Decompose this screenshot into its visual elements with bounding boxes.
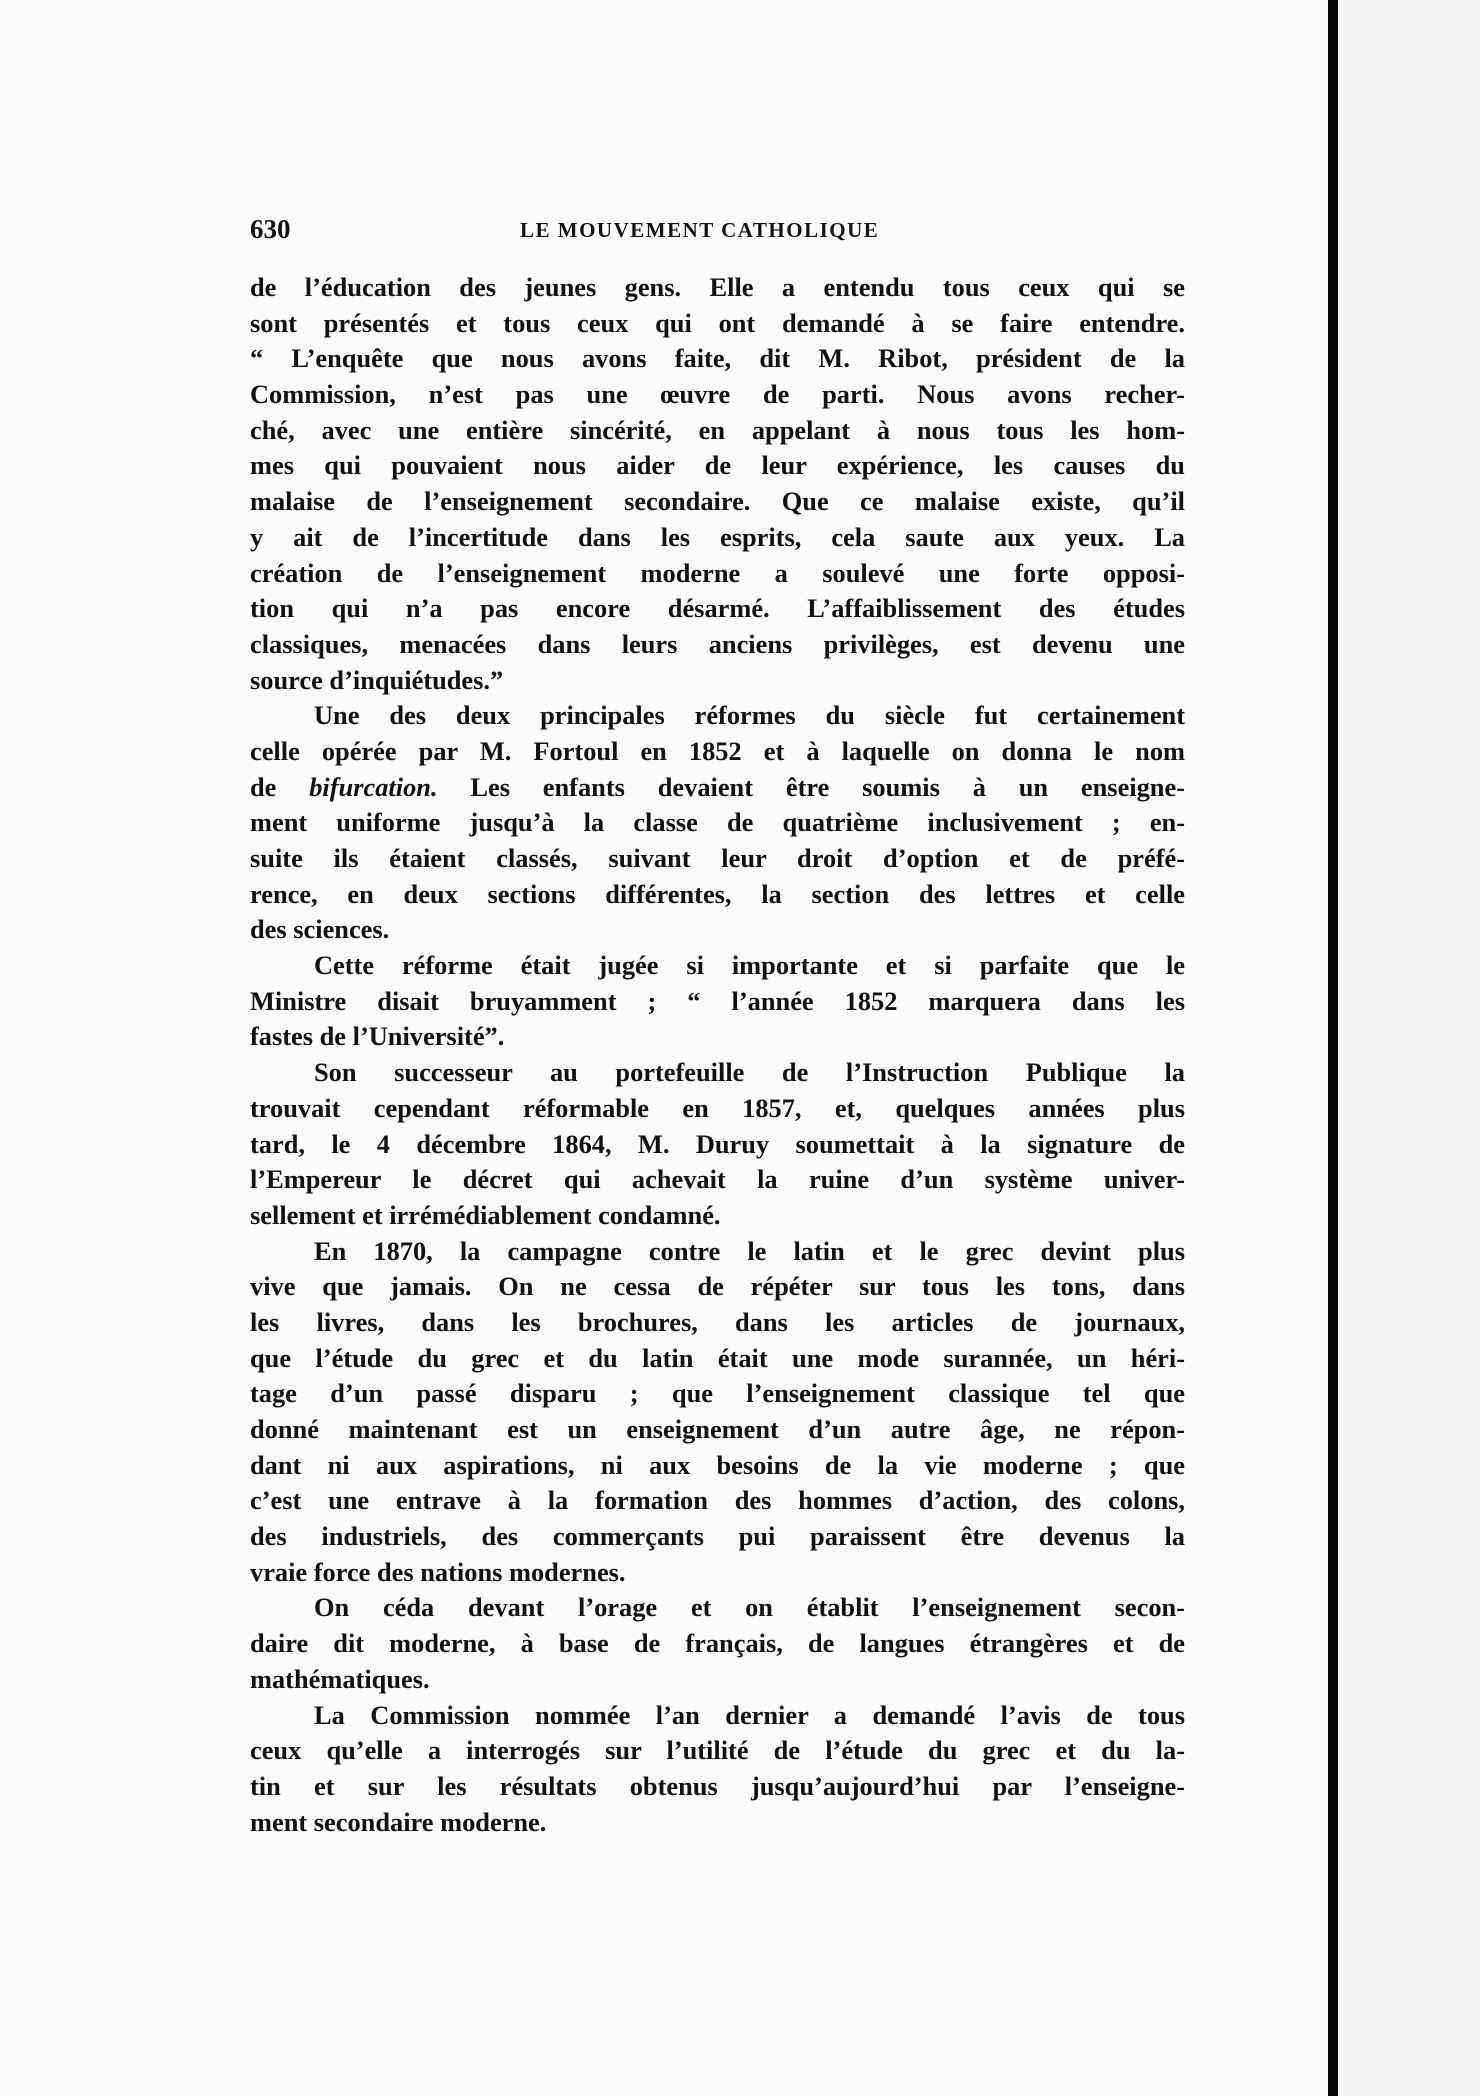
text-line: donné maintenant est un enseignement d’un autre âge, ne répon-	[250, 1414, 1185, 1444]
text-line: malaise de l’enseignement secondaire. Que ce malaise existe, qu’il	[250, 486, 1185, 517]
text-line: celle opérée par M. Fortoul en 1852 et à laquelle on donna le nom	[250, 735, 1185, 766]
text-line: vraie force des nations modernes.	[250, 1556, 626, 1587]
text-line: que l’étude du grec et du latin était une mode surannée, un héri-	[250, 1342, 1185, 1373]
text-line: source d’inquiétudes.”	[250, 664, 504, 695]
text-line: ment secondaire moderne.	[250, 1806, 547, 1837]
text-line: “ L’enquête que nous avons faite, dit M. Ribot, président de la	[250, 343, 1185, 374]
text-line: création de l’enseignement moderne a soulevé une forte opposi-	[250, 557, 1185, 588]
text-line: y ait de l’incertitude dans les esprits, cela saute aux yeux. La	[250, 521, 1185, 552]
text-line: rence, en deux sections différentes, la section des lettres et celle	[250, 878, 1185, 909]
text-line: de bifurcation. Les enfants devaient être soumis à un enseigne-	[250, 771, 1185, 802]
text-line: Son successeur au portefeuille de l’Instruction Publique la	[314, 1057, 1185, 1088]
text-line: tin et sur les résultats obtenus jusqu’aujourd’hui par l’enseigne-	[250, 1770, 1185, 1801]
text-line: des industriels, des commerçants pui paraissent être devenus la	[250, 1521, 1185, 1552]
text-line: mes qui pouvaient nous aider de leur expérience, les causes du	[250, 450, 1185, 481]
text-line: sont présentés et tous ceux qui ont demandé à se faire entendre.	[250, 307, 1185, 338]
text-line: mathématiques.	[250, 1663, 430, 1694]
text-line: vive que jamais. On ne cessa de répéter sur tous les tons, dans	[250, 1271, 1185, 1302]
text-line: de l’éducation des jeunes gens. Elle a entendu tous ceux qui se	[250, 272, 1185, 302]
body-text	[250, 270, 1185, 1840]
text-line: ment uniforme jusqu’à la classe de quatrième inclusivement ; en-	[250, 807, 1185, 838]
text-line: dant ni aux aspirations, ni aux besoins de la vie moderne ; que	[250, 1449, 1185, 1480]
text-line: les livres, dans les brochures, dans les articles de journaux,	[250, 1306, 1185, 1337]
text-line: classiques, menacées dans leurs anciens privilèges, est devenu une	[250, 628, 1185, 659]
text-line: des sciences.	[250, 914, 390, 945]
page-number: 630	[250, 214, 291, 244]
text-line: tion qui n’a pas encore désarmé. L’affaiblissement des études	[250, 593, 1185, 624]
text-line: Cette réforme était jugée si importante et si parfaite que le	[314, 950, 1185, 981]
page-header	[250, 212, 1185, 252]
text-line: tage d’un passé disparu ; que l’enseignement classique tel que	[250, 1378, 1185, 1409]
text-line: ceux qu’elle a interrogés sur l’utilité de l’étude du grec et du la-	[250, 1735, 1185, 1766]
text-line: sellement et irrémédiablement condamné.	[250, 1199, 721, 1230]
text-line: Ministre disait bruyamment ; “ l’année 1852 marquera dans les	[250, 985, 1185, 1016]
text-line: c’est une entrave à la formation des hommes d’action, des colons,	[250, 1485, 1185, 1516]
text-line: suite ils étaient classés, suivant leur droit d’option et de préfé-	[250, 843, 1185, 873]
text-line: tard, le 4 décembre 1864, M. Duruy soumettait à la signature de	[250, 1128, 1185, 1159]
running-title: LE MOUVEMENT CATHOLIQUE	[520, 218, 880, 242]
text-line: daire dit moderne, à base de français, de langues étrangères et de	[250, 1628, 1185, 1659]
text-line: Une des deux principales réformes du siècle fut certainement	[314, 700, 1185, 731]
text-line: fastes de l’Université”.	[250, 1021, 505, 1052]
text-line: La Commission nommée l’an dernier a demandé l’avis de tous	[314, 1699, 1185, 1730]
facing-page-edge	[1338, 0, 1480, 2096]
text-line: On céda devant l’orage et on établit l’enseignement secon-	[314, 1592, 1185, 1623]
page-gutter	[1328, 0, 1338, 2096]
text-line: trouvait cependant réformable en 1857, et, quelques années plus	[250, 1092, 1185, 1123]
text-line: ché, avec une entière sincérité, en appelant à nous tous les hom-	[250, 414, 1185, 445]
text-line: Commission, n’est pas une œuvre de parti. Nous avons recher-	[250, 379, 1185, 410]
text-line: En 1870, la campagne contre le latin et le grec devint plus	[314, 1235, 1185, 1266]
text-line: l’Empereur le décret qui achevait la ruine d’un système univer-	[250, 1164, 1185, 1195]
